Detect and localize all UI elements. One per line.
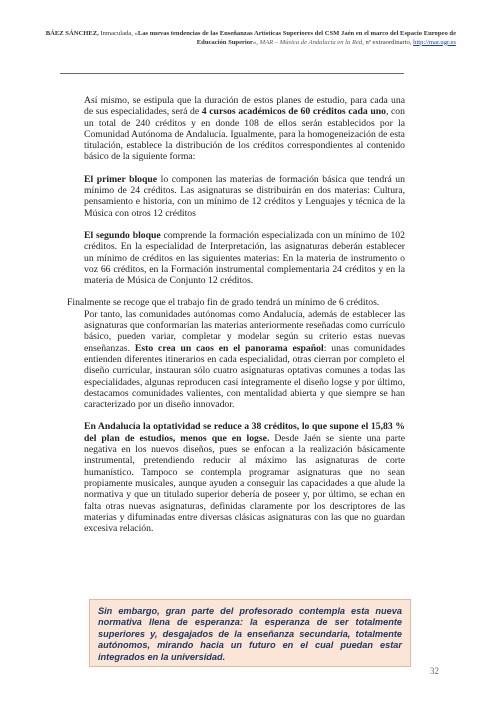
paragraph-autonomous-communities xyxy=(84,309,405,411)
emphasis-text: El segundo bloque xyxy=(84,229,161,241)
header-journal: MAR – Música de Andalucía en la Red xyxy=(259,38,363,46)
header-title-close: », xyxy=(253,38,260,46)
header-divider xyxy=(60,73,404,74)
paragraph-text: : unas comunidades entienden diferentes itinerarios en cada especialidad, otras cierran por completo el diseño curricular, instauran sólo cuatro asignaturas optativas comunes a todas las especialidades, algunas reproducen casi íntegramente el diseño logse y por último, destacamos comunidades valientes, con mentalidad abierta y que siempre se han caracterizado por un diseño innovador. xyxy=(84,342,405,411)
paragraph-text: Por tanto, las comunidades autónomas como Andalucía, además de establecer las asignaturas que conformarían las materias anteriormente reseñadas como currículo básico, pueden variar, completar y modelar según su criterio estas nuevas enseñanzas. xyxy=(84,308,405,354)
paragraph-first-block xyxy=(84,174,405,219)
header-author: BÁEZ SÁNCHEZ, xyxy=(45,30,99,37)
paragraph-duration xyxy=(84,95,405,163)
paragraph-text: Así mismo, se estipula que la duración de estos planes de estudio, para cada una de sus especialidades, será de xyxy=(84,95,405,118)
paragraph-text: lo componen las materias de formación básica que tendrá un mínimo de 24 créditos. Las asignaturas se distribuirán en dos materias: Cultura, pensamiento e historia, con un mínimo de 12 créditos y Lenguajes y técnica de la Música con otros 12 créditos xyxy=(84,173,405,219)
emphasis-text: En Andalucía la optatividad se reduce a 38 créditos, lo que supone el 15,83 % del plan de estudios, menos que en logse. xyxy=(84,421,405,444)
running-header xyxy=(40,30,456,47)
paragraph-text: , con un total de 240 créditos y en donde 108 de ellos serán establecidos por la Comunidad Autónoma de Andalucía. Igualmente, para la homogeneización de esta titulación, establece la distribución de los créditos correspondientes al contenido básico de la siguiente forma: xyxy=(84,106,405,163)
header-author-given: Inmaculada, « xyxy=(98,30,138,37)
journal-link[interactable]: http://mar.ugr.es xyxy=(413,38,456,46)
header-issue: , nº extraordinario, xyxy=(362,38,414,46)
header-article-title: Las nuevas tendencias de las Enseñanzas Artísticas Superiores del CSM Jaén en el marco del Espacio Europeo de Educación Superior xyxy=(137,30,456,46)
paragraph-optativity xyxy=(84,421,405,534)
highlight-callout-box xyxy=(89,599,411,667)
article-body xyxy=(67,95,406,535)
paragraph-text: Desde Jaén se siente una parte negativa en los nuevos diseños, pues se enfocan a la realización básicamente instrumental, pretendiendo reducir al máximo las asignaturas de corte humanístico. Tampoco se contempla programar asignaturas que no sean propiamente musicales, aunque ayuden a conseguir las capacidades a que alude la normativa y que un titulado superior debería de poseer y, por último, se echan en falta otras nuevas asignaturas, definidas claramente por los descriptores de las materias y difuminadas entre diversas clásicas asignaturas con las que no guardan excesiva relación. xyxy=(84,432,406,535)
page-number: 32 xyxy=(430,666,439,676)
callout-text: Sin embargo, gran parte del profesorado contempla esta nueva normativa llena de esperanza: la esperanza de ser totalmente superiores y, desgajados de la enseñanza secundaria, totalmente autónomos, mirando hacia un futuro en el cual puedan estar integrados en la universidad. xyxy=(98,606,402,662)
paragraph-final-work: Finalmente se recoge que el trabajo fin de grado tendrá un mínimo de 6 créditos. xyxy=(67,297,380,309)
emphasis-text: 4 cursos académicos de 60 créditos cada uno xyxy=(201,106,386,118)
emphasis-text: Esto crea un caos en el panorama español xyxy=(134,342,324,354)
paragraph-second-block xyxy=(84,230,405,286)
paragraph-text: comprende la formación especializada con un mínimo de 102 créditos. En la especialidad de Interpretación, las asignaturas deberán establecer un mínimo de créditos en las siguientes materias: En la materia de instrumento o voz 66 créditos, en la Formación instrumental complementaria 24 créditos y en la materia de Música de Conjunto 12 créditos. xyxy=(84,229,405,287)
emphasis-text: El primer bloque xyxy=(84,173,158,185)
